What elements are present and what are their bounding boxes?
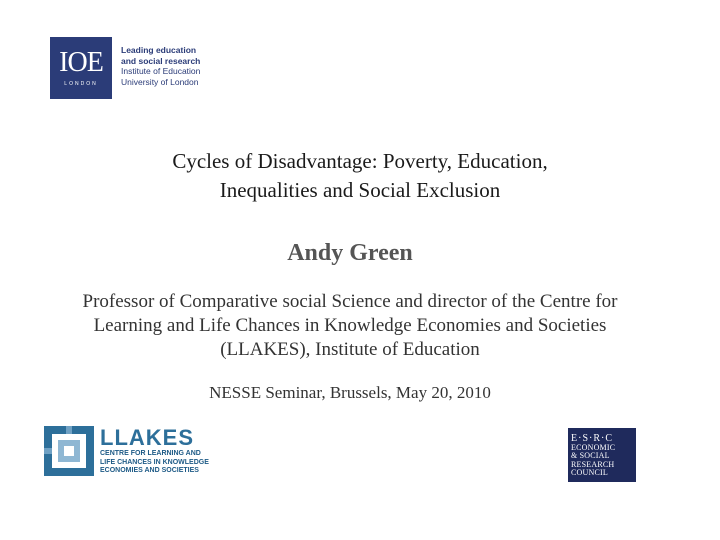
ioe-university: University of London <box>121 76 199 87</box>
ioe-logo <box>50 37 200 99</box>
ioe-tagline-1: Leading education <box>121 45 197 55</box>
ioe-logo-mark <box>50 37 112 99</box>
ioe-logo-text <box>121 45 200 87</box>
affiliation-line-1: Professor of Comparative social Science and director of the Centre for <box>82 291 618 312</box>
llakes-logo <box>44 426 209 476</box>
llakes-line-1: CENTRE FOR LEARNING AND <box>100 450 201 457</box>
ioe-logo-sub: LONDON <box>64 81 98 87</box>
slide-title-line-1: Cycles of Disadvantage: Poverty, Education, <box>172 149 548 173</box>
llakes-logo-text <box>100 426 209 476</box>
ioe-tagline-2: and social research <box>121 55 201 66</box>
slide-title <box>0 147 720 205</box>
ioe-institute: Institute of Education <box>121 66 201 76</box>
esrc-line-2: & SOCIAL <box>571 451 610 460</box>
author-name: Andy Green <box>287 240 413 266</box>
esrc-line-4: COUNCIL <box>571 468 608 477</box>
affiliation-line-3: (LLAKES), Institute of Education <box>220 339 480 360</box>
llakes-square-icon <box>44 426 94 476</box>
esrc-line-3: RESEARCH <box>571 459 615 469</box>
esrc-line-1: ECONOMIC <box>571 442 616 452</box>
ioe-logo-letters: IOE <box>59 47 103 78</box>
esrc-acronym: E·S·R·C <box>571 432 613 444</box>
affiliation-line-2: Learning and Life Chances in Knowledge Economies and Societies <box>93 315 607 336</box>
author-affiliation <box>0 290 700 362</box>
llakes-line-2: LIFE CHANCES IN KNOWLEDGE <box>100 458 209 466</box>
llakes-name: LLAKES <box>100 425 194 450</box>
llakes-line-3: ECONOMIES AND SOCIETIES <box>100 467 199 474</box>
esrc-logo <box>568 428 636 482</box>
seminar-info: NESSE Seminar, Brussels, May 20, 2010 <box>209 383 491 402</box>
slide-title-line-2: Inequalities and Social Exclusion <box>219 178 501 202</box>
